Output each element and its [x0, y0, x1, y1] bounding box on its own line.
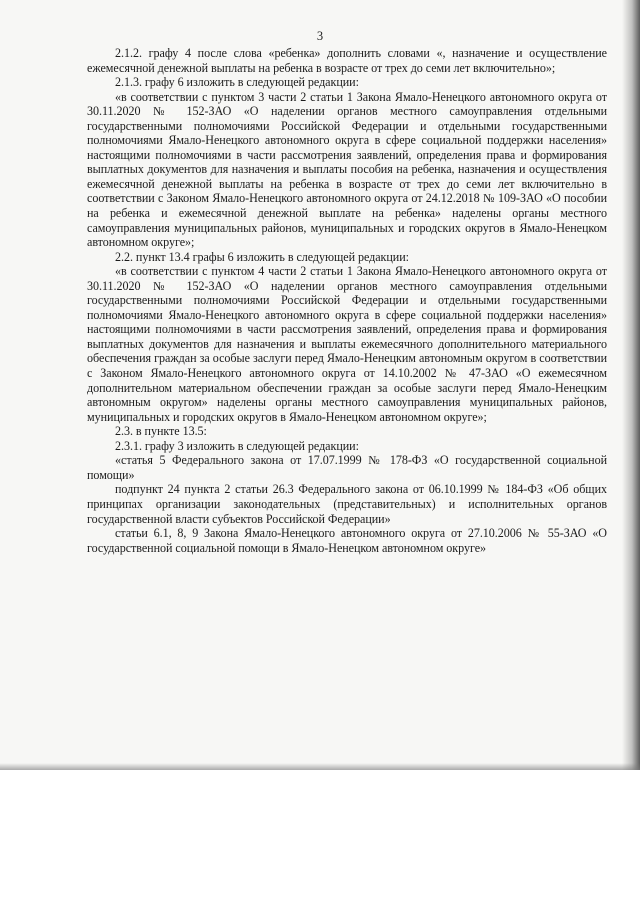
scan-shadow-bottom	[0, 763, 640, 770]
document-body	[87, 46, 607, 555]
paragraph-2-2-heading: 2.2. пункт 13.4 графы 6 изложить в следующей редакции:	[115, 249, 409, 264]
paragraph-2-1-3-heading: 2.1.3. графу 6 изложить в следующей редакции:	[115, 75, 359, 90]
paragraph-2-1-3-text: «в соответствии с пунктом 3 части 2 статьи 1 Закона Ямало-Ненецкого автономного округа от 30.11.2020 № 152-ЗАО «О наделении органов местного самоуправления отдельными государственными полномочиями Российской Федерации и отдельными государственными полномочиями Ямало-Ненецкого автономного округа в сфере социальной поддержки населения» настоящими полномочиями в части рассмотрения заявлений, определения права и формирования выплатных документов для назначения и выплаты пособия на ребенка, назначения и осуществления ежемесячной денежной выплаты на ребенка в возрасте от трех до семи лет включительно в соответствии с Законом Ямало-Ненецкого автономного округа от 24.12.2018 № 109-ЗАО «О пособии на ребенка и ежемесячной денежной выплате на ребенка» наделены органы местного самоуправления муниципальных районов, муниципальных и городских округов в Ямало-Ненецком автономном округе»;	[87, 89, 607, 250]
scan-shadow-right	[622, 0, 640, 770]
paragraph-2-3-heading: 2.3. в пункте 13.5:	[115, 424, 207, 439]
paragraph-2-2-text: «в соответствии с пунктом 4 части 2 статьи 1 Закона Ямало-Ненецкого автономного округа от 30.11.2020 № 152-ЗАО «О наделении органов местного самоуправления отдельными государственными полномочиями Российской Федерации и отдельными государственными полномочиями Ямало-Ненецкого автономного округа в сфере социальной поддержки населения» настоящими полномочиями в части рассмотрения заявлений, определения права и формирования выплатных документов для назначения и выплаты ежемесячного дополнительного материального обеспечения граждан за особые заслуги перед Ямало-Ненецким автономным округом в соответствии с Законом Ямало-Ненецкого автономного округа от 14.10.2002 № 47-ЗАО «О ежемесячном дополнительном материальном обеспечении граждан за особые заслуги перед Ямало-Ненецким автономным округом» наделены органы местного самоуправления муниципальных районов, муниципальных и городских округов в Ямало-Ненецком автономном округе»;	[87, 264, 607, 424]
paragraph-2-3-1-item-1: «статья 5 Федерального закона от 17.07.1999 № 178-ФЗ «О государственной социальной помощи»	[87, 453, 607, 482]
paragraph-2-3-1-heading: 2.3.1. графу 3 изложить в следующей редакции:	[115, 438, 359, 453]
page-number: 3	[316, 29, 324, 43]
paragraph-2-3-1-item-2: подпункт 24 пункта 2 статьи 26.3 Федерального закона от 06.10.1999 № 184-ФЗ «Об общих принципах организации законодательных (представительных) и исполнительных органов государственной власти субъектов Российской Федерации»	[87, 482, 607, 526]
paragraph-2-3-1-item-3: статьи 6.1, 8, 9 Закона Ямало-Ненецкого автономного округа от 27.10.2006 № 55-ЗАО «О государственной социальной помощи в Ямало-Ненецком автономном округе»	[87, 526, 607, 555]
paragraph-2-1-2: 2.1.2. графу 4 после слова «ребенка» дополнить словами «, назначение и осуществление ежемесячной денежной выплаты на ребенка в возрасте от трех до семи лет включительно»;	[87, 46, 607, 75]
blank-margin	[0, 770, 640, 905]
